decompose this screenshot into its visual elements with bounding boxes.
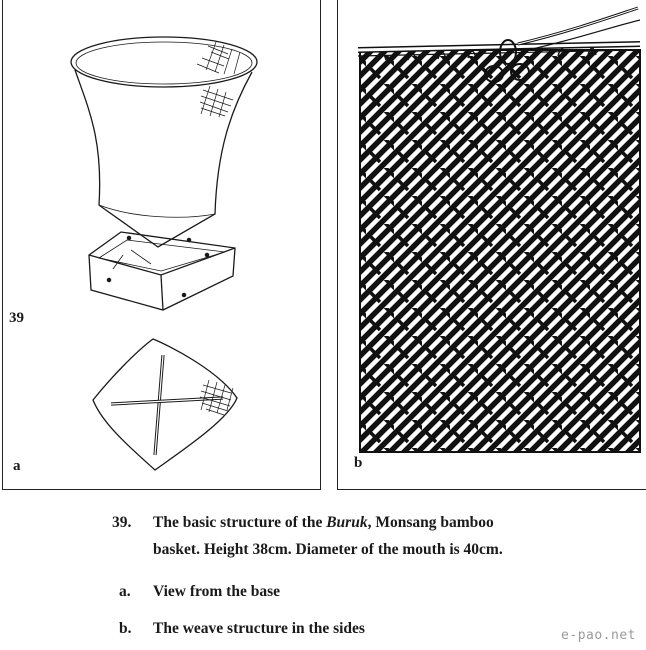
panel-b-label: b <box>354 455 363 471</box>
caption-suffix: , Monsang bamboo <box>367 514 494 531</box>
panel-a-label: a <box>13 458 21 474</box>
caption-line-2: basket. Height 38cm. Diameter of the mouth is 40cm. <box>153 541 503 558</box>
caption-item-a-text: View from the base <box>153 583 280 600</box>
basket-name: Buruk <box>326 514 368 531</box>
caption-item-b-text: The weave structure in the sides <box>153 620 365 637</box>
caption-line-1 <box>153 514 494 532</box>
caption-prefix: The basic structure of the <box>153 514 327 531</box>
weave-illustration <box>338 0 646 490</box>
panel-b <box>337 0 646 490</box>
basket-rim <box>71 37 257 87</box>
panel-a <box>2 0 321 490</box>
basket-illustration <box>3 0 322 490</box>
caption-item-b-letter: b. <box>119 620 132 637</box>
figure-number-label: 39 <box>9 310 24 326</box>
caption-number: 39. <box>112 514 132 531</box>
watermark: e-pao.net <box>561 628 636 643</box>
twill-weave-sheet <box>360 50 640 452</box>
caption-item-a-letter: a. <box>119 583 131 600</box>
basket-body <box>75 70 252 247</box>
